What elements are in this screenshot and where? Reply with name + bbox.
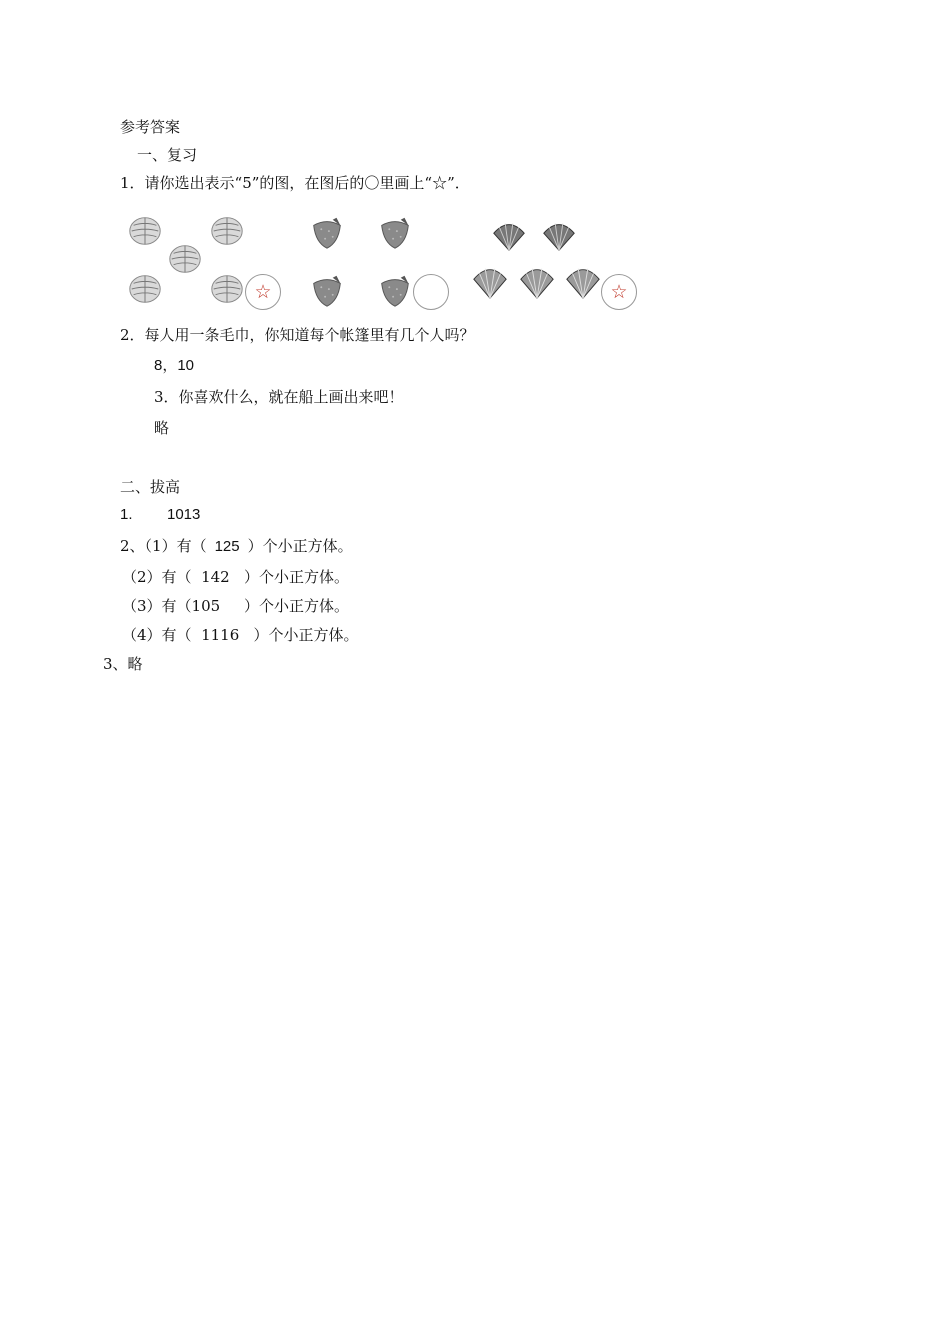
section1-heading: 一、复习 [137,146,198,164]
question-3-answer: 略 [154,419,170,437]
strawberry-icon [308,272,346,310]
s2-question-2-line-1: 2、（1）有（ 125 ）个小正方体。 [120,537,353,555]
shell-icon [540,218,578,256]
strawberry-icon [376,214,414,252]
s2-question-3: 3、略 [103,655,143,673]
answer-circle-shells: ☆ [601,274,637,310]
ball-icon [208,270,246,308]
shell-icon [518,264,556,302]
shell-icon [564,264,602,302]
ball-icon [208,212,246,250]
page-title: 参考答案 [120,118,181,136]
question-2: 2．每人用一条毛巾，你知道每个帐篷里有几个人吗？ [120,326,475,344]
ball-icon [126,270,164,308]
section2-heading: 二、拔高 [120,478,181,496]
ball-icon [166,240,204,278]
s2-question-2-line-4: （4）有（ 1116 ）个小正方体。 [122,626,359,644]
question-1: 1．请你选出表示“5”的图，在图后的〇里画上“☆”． [120,174,470,192]
strawberry-icon [376,272,414,310]
s2-question-1-number: 1. [120,506,133,523]
ball-icon [126,212,164,250]
shell-icon [490,218,528,256]
s2-question-2-line-3: （3）有（105 ）个小正方体。 [122,597,350,615]
strawberry-icon [308,214,346,252]
s2-question-2-line-2: （2）有（ 142 ）个小正方体。 [122,568,350,586]
answer-circle-strawberries [413,274,449,310]
question-2-answer: 8，10 [154,357,195,374]
shell-icon [471,264,509,302]
question-3: 3．你喜欢什么，就在船上画出来吧！ [154,388,404,406]
answer-circle-balls: ☆ [245,274,281,310]
s2-question-1-answer: 1013 [167,506,201,523]
